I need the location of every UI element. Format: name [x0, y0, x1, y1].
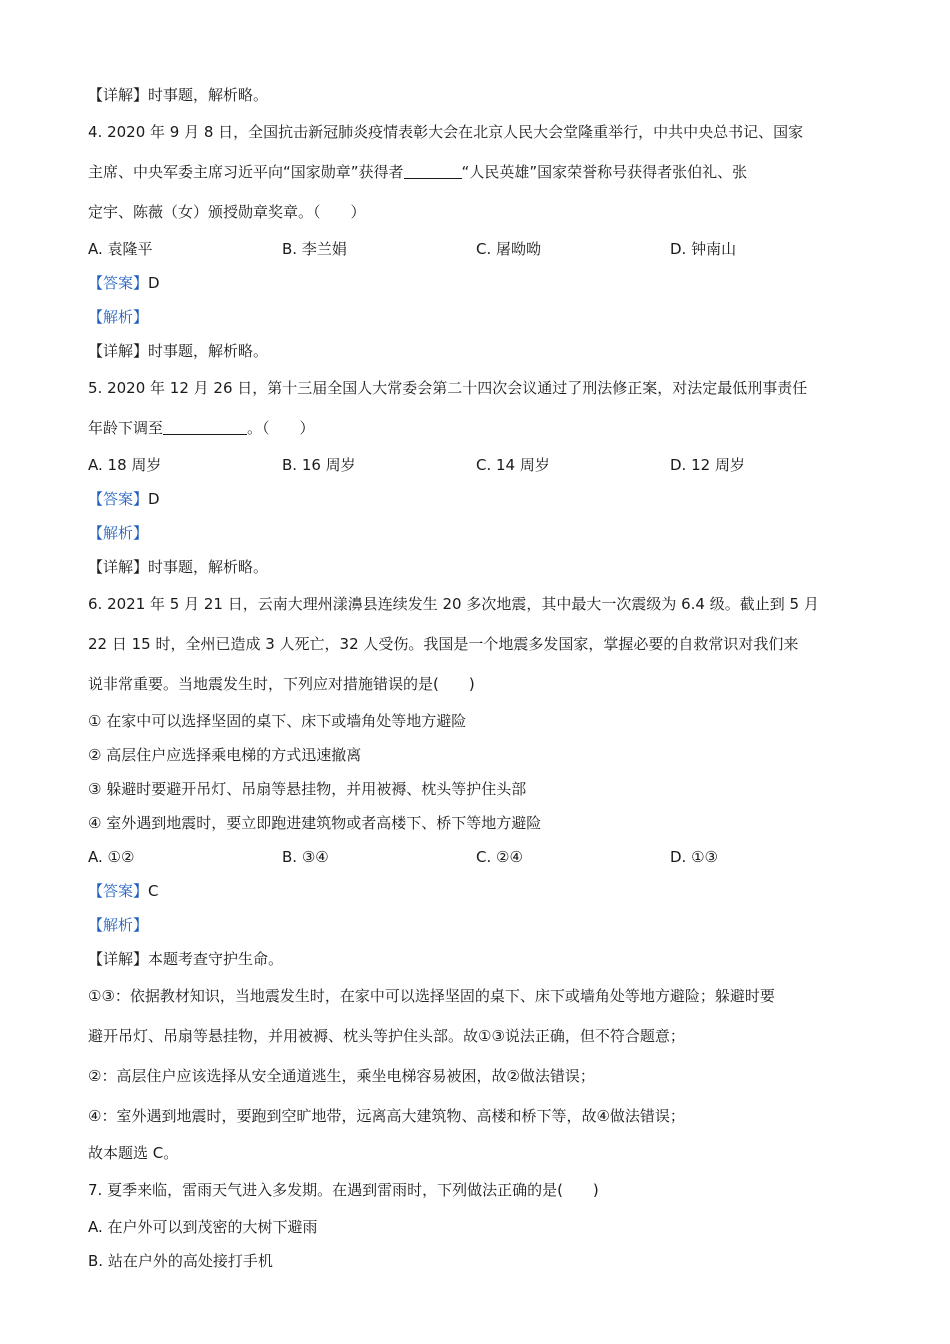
q5-options	[88, 448, 868, 482]
question-7	[88, 1170, 868, 1210]
q4-options	[88, 232, 868, 266]
q4-detail: 【详解】时事题，解析略。	[88, 342, 269, 360]
q6-explanation-2-block	[88, 1056, 868, 1136]
q6-statement-1: ① 在家中可以选择坚固的桌下、床下或墙角处等地方避险	[88, 712, 467, 730]
option-a: A. ①②	[88, 848, 135, 866]
q4-line-2-start: 主席、中央军委主席习近平向“国家勋章”获得者	[88, 163, 404, 181]
answer-blank	[163, 418, 247, 435]
q7-option-b: B. 站在户外的高处接打手机	[88, 1252, 273, 1270]
option-a: A. 18 周岁	[88, 456, 162, 474]
q6-statement-4: ④ 室外遇到地震时，要立即跑进建筑物或者高楼下、桥下等地方避险	[88, 814, 542, 832]
option-b: B. ③④	[282, 848, 329, 866]
q5-line-2	[88, 408, 868, 448]
document-page	[88, 78, 868, 1278]
q4-line-2	[88, 152, 868, 192]
question-5	[88, 368, 868, 448]
answer-tag: 【答案】	[88, 274, 149, 292]
q5-detail: 【详解】时事题，解析略。	[88, 558, 269, 576]
q6-explanation-2: ②：高层住户应该选择从安全通道逃生，乘坐电梯容易被困，故②做法错误；	[88, 1067, 595, 1085]
option-b: B. 李兰娟	[282, 240, 347, 258]
q6-line-1: 6. 2021 年 5 月 21 日，云南大理州漾濞县连续发生 20 多次地震，其中最大一次震级为 6.4 级。截止到 5 月	[88, 595, 819, 613]
q6-conclusion: 故本题选 C。	[88, 1144, 179, 1162]
option-a: A. 袁隆平	[88, 240, 153, 258]
option-c: C. 屠呦呦	[476, 240, 542, 258]
q4-answer	[88, 266, 868, 300]
q6-answer	[88, 874, 868, 908]
option-d: D. 钟南山	[670, 240, 737, 258]
q6-explanation-1a: ①③：依据教材知识，当地震发生时，在家中可以选择坚固的桌下、床下或墙角处等地方避险；躲避时要	[88, 987, 775, 1005]
q6-line-3: 说非常重要。当地震发生时，下列应对措施错误的是( )	[88, 675, 475, 693]
q7-option-a: A. 在户外可以到茂密的大树下避雨	[88, 1218, 318, 1236]
q5-line-1: 5. 2020 年 12 月 26 日，第十三届全国人大常委会第二十四次会议通过了刑法修正案，对法定最低刑事责任	[88, 379, 808, 397]
q6-statement-3: ③ 躲避时要避开吊灯、吊扇等悬挂物，并用被褥、枕头等护住头部	[88, 780, 527, 798]
q4-line-2-end: “人民英雄”国家荣誉称号获得者张伯礼、张	[461, 163, 748, 181]
q6-statement-2: ② 高层住户应选择乘电梯的方式迅速撤离	[88, 746, 362, 764]
q4-line-1: 4. 2020 年 9 月 8 日，全国抗击新冠肺炎疫情表彰大会在北京人民大会堂隆重举行，中共中央总书记、国家	[88, 123, 804, 141]
q3-detail: 【详解】时事题，解析略。	[88, 86, 269, 104]
q5-analysis-tag: 【解析】	[88, 524, 149, 542]
q6-explanation-3: ④：室外遇到地震时，要跑到空旷地带，远离高大建筑物、高楼和桥下等，故④做法错误；	[88, 1107, 685, 1125]
q5-line-2-start: 年龄下调至	[88, 419, 164, 437]
answer-value: D	[148, 490, 160, 508]
q5-line-2-end: 。（ ）	[247, 419, 315, 437]
question-4	[88, 112, 868, 232]
answer-value: C	[148, 882, 159, 900]
q4-line-3: 定宇、陈薇（女）颁授勋章奖章。（ ）	[88, 203, 366, 221]
question-6	[88, 584, 868, 704]
q6-explanation-1	[88, 976, 868, 1056]
q6-detail: 【详解】本题考查守护生命。	[88, 950, 284, 968]
q7-line-1: 7. 夏季来临，雷雨天气进入多发期。在遇到雷雨时，下列做法正确的是( )	[88, 1181, 599, 1199]
option-d: D. 12 周岁	[670, 456, 745, 474]
answer-value: D	[148, 274, 160, 292]
q4-analysis-tag: 【解析】	[88, 308, 149, 326]
answer-tag: 【答案】	[88, 490, 149, 508]
q6-explanation-1b: 避开吊灯、吊扇等悬挂物，并用被褥、枕头等护住头部。故①③说法正确，但不符合题意；	[88, 1027, 685, 1045]
option-b: B. 16 周岁	[282, 456, 356, 474]
option-c: C. 14 周岁	[476, 456, 550, 474]
answer-tag: 【答案】	[88, 882, 149, 900]
option-c: C. ②④	[476, 848, 523, 866]
q5-answer	[88, 482, 868, 516]
answer-blank	[404, 162, 462, 179]
q6-analysis-tag: 【解析】	[88, 916, 149, 934]
q6-options	[88, 840, 868, 874]
q6-line-2: 22 日 15 时，全州已造成 3 人死亡，32 人受伤。我国是一个地震多发国家，掌握必要的自救常识对我们来	[88, 635, 799, 653]
option-d: D. ①③	[670, 848, 718, 866]
